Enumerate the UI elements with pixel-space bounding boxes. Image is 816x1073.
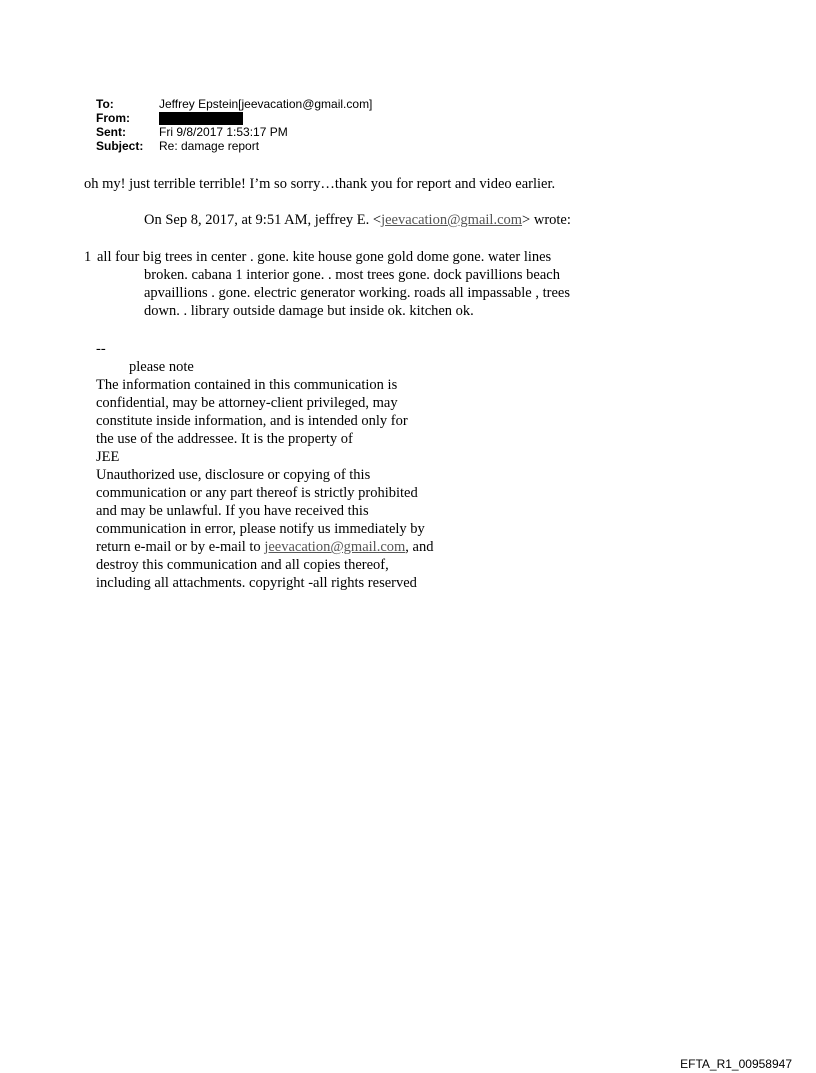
disclaimer-line: communication in error, please notify us immediately by <box>96 521 425 537</box>
quote-email-link[interactable]: jeevacation@gmail.com <box>381 212 523 228</box>
disclaimer-line: including all attachments. copyright -all rights reserved <box>96 575 417 591</box>
disclaimer-line: communication or any part thereof is strictly prohibited <box>96 485 418 501</box>
to-row <box>96 97 372 111</box>
quote-attribution <box>144 211 571 229</box>
damage-line: apvaillions . gone. electric generator working. roads all impassable , trees <box>144 285 570 301</box>
reply-text: oh my! just terrible terrible! I’m so sorry…thank you for report and video earlier. <box>84 176 556 192</box>
disclaimer-line: destroy this communication and all copies thereof, <box>96 557 389 573</box>
return-prefix: return e-mail or by e-mail to <box>96 539 265 555</box>
signature-separator: -- <box>96 341 106 357</box>
disclaimer <box>96 376 516 592</box>
from-label: From: <box>96 111 130 125</box>
disclaimer-line: confidential, may be attorney-client privileged, may <box>96 395 398 411</box>
to-label: To: <box>96 97 114 111</box>
subject-label: Subject: <box>96 139 144 153</box>
disclaimer-line: JEE <box>96 449 120 465</box>
disclaimer-line: The information contained in this communication is <box>96 377 398 393</box>
document-id: EFTA_R1_00958947 <box>680 1057 792 1071</box>
subject-row <box>96 139 372 153</box>
disclaimer-line: constitute inside information, and is intended only for <box>96 413 408 429</box>
return-suffix: , and <box>405 539 434 555</box>
sent-label: Sent: <box>96 125 126 139</box>
disclaimer-line: and may be unlawful. If you have received this <box>96 503 369 519</box>
subject-value: Re: damage report <box>159 139 260 153</box>
quote-suffix: > wrote: <box>522 212 571 228</box>
return-email-link[interactable]: jeevacation@gmail.com <box>264 539 406 555</box>
sent-value: Fri 9/8/2017 1:53:17 PM <box>159 125 288 139</box>
quote-prefix: On Sep 8, 2017, at 9:51 AM, jeffrey E. < <box>144 212 382 228</box>
redaction-block <box>159 112 243 125</box>
damage-line: all four big trees in center . gone. kite house gone gold dome gone. water lines <box>97 249 552 265</box>
to-value: Jeffrey Epstein[jeevacation@gmail.com] <box>159 97 373 111</box>
damage-line: down. . library outside damage but inside ok. kitchen ok. <box>144 303 474 319</box>
from-row <box>96 111 372 125</box>
damage-line: broken. cabana 1 interior gone. . most trees gone. dock pavillions beach <box>144 267 560 283</box>
sent-row <box>96 125 372 139</box>
disclaimer-line: the use of the addressee. It is the property of <box>96 431 353 447</box>
damage-report <box>84 248 644 320</box>
damage-lines <box>97 248 570 320</box>
email-header <box>96 97 372 153</box>
damage-item-number: 1 <box>84 249 92 265</box>
disclaimer-return-line <box>96 538 516 556</box>
disclaimer-line: Unauthorized use, disclosure or copying of this <box>96 467 371 483</box>
please-note: please note <box>129 359 194 375</box>
